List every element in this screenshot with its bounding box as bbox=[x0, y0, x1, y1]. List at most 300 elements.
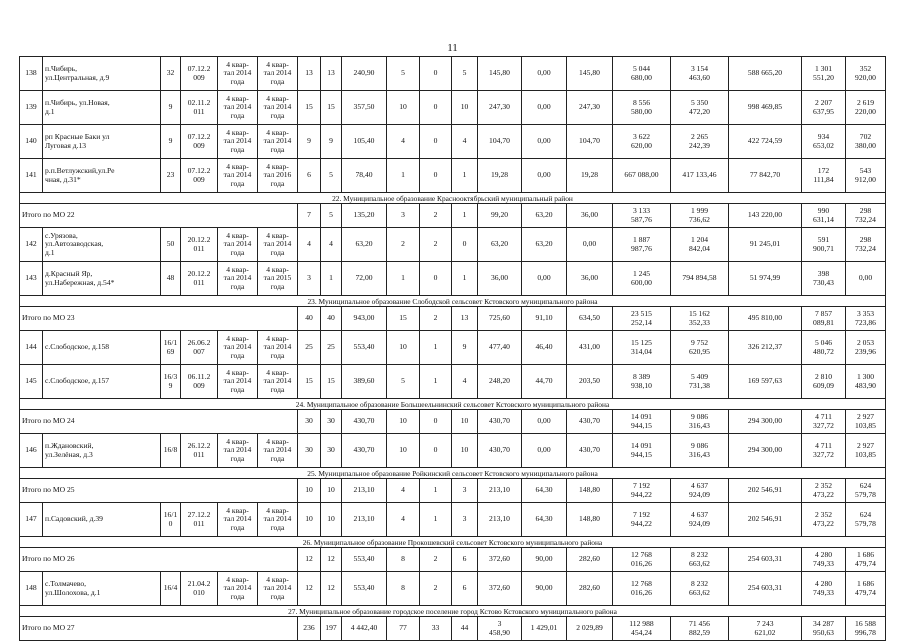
subtotal-row bbox=[20, 548, 886, 572]
table-cell: 10 bbox=[321, 503, 342, 537]
subtotal-row bbox=[20, 307, 886, 331]
table-cell: 0 bbox=[420, 262, 452, 296]
table-cell: 5 bbox=[387, 365, 420, 399]
table-cell: 5 350 472,20 bbox=[671, 91, 729, 125]
subtotal-cell: 294 300,00 bbox=[729, 410, 802, 434]
table-cell: 9 086 316,43 bbox=[671, 434, 729, 468]
table-cell: 4 квар- тал 2016 года bbox=[258, 159, 298, 193]
table-cell: 553,40 bbox=[342, 331, 387, 365]
subtotal-row bbox=[20, 479, 886, 503]
table-cell: 4 квар- тал 2014 года bbox=[258, 228, 298, 262]
subtotal-cell: 624 579,78 bbox=[846, 479, 886, 503]
table-cell: 91 245,01 bbox=[729, 228, 802, 262]
subtotal-cell: 14 091 944,15 bbox=[613, 410, 671, 434]
subtotal-cell: 135,20 bbox=[342, 204, 387, 228]
table-row bbox=[20, 228, 886, 262]
section-heading: 23. Муниципальное образование Слободской сельсовет Кстовского муниципального района bbox=[20, 296, 886, 307]
subtotal-cell: 1 999 736,62 bbox=[671, 204, 729, 228]
table-cell: 16/8 bbox=[161, 434, 181, 468]
table-cell: 51 974,99 bbox=[729, 262, 802, 296]
table-row bbox=[20, 262, 886, 296]
table-cell: 2 352 473,22 bbox=[802, 503, 846, 537]
section-heading: 27. Муниципальное образование городское поселение город Кстово Кстовского муниципального района bbox=[20, 606, 886, 617]
table-cell: 667 088,00 bbox=[613, 159, 671, 193]
subtotal-cell: 77 bbox=[387, 617, 420, 641]
subtotal-label: Итого по МО 23 bbox=[20, 307, 298, 331]
table-cell: 4 квар- тал 2014 года bbox=[218, 365, 258, 399]
subtotal-cell: 23 515 252,14 bbox=[613, 307, 671, 331]
table-cell: 169 597,63 bbox=[729, 365, 802, 399]
table-cell: 9 bbox=[161, 125, 181, 159]
table-cell: 20.12.2 011 bbox=[181, 262, 218, 296]
table-cell: 203,50 bbox=[567, 365, 613, 399]
table-cell: 702 380,00 bbox=[846, 125, 886, 159]
subtotal-cell: 6 bbox=[452, 548, 478, 572]
table-cell: 352 920,00 bbox=[846, 57, 886, 91]
section-heading-row bbox=[20, 193, 886, 204]
table-cell: 0,00 bbox=[522, 91, 567, 125]
table-cell: 4 280 749,33 bbox=[802, 572, 846, 606]
subtotal-cell: 36,00 bbox=[567, 204, 613, 228]
subtotal-cell: 40 bbox=[321, 307, 342, 331]
table-cell: 1 bbox=[452, 262, 478, 296]
table-cell: 4 bbox=[452, 125, 478, 159]
table-cell: 19,28 bbox=[478, 159, 522, 193]
subtotal-cell: 2 352 473,22 bbox=[802, 479, 846, 503]
table-cell: 357,50 bbox=[342, 91, 387, 125]
table-cell: 46,40 bbox=[522, 331, 567, 365]
table-cell: 07.12.2 009 bbox=[181, 159, 218, 193]
table-cell: 202 546,91 bbox=[729, 503, 802, 537]
subtotal-label: Итого по МО 26 bbox=[20, 548, 298, 572]
table-cell: 10 bbox=[387, 331, 420, 365]
table-cell: 15 bbox=[321, 91, 342, 125]
table-cell: 4 637 924,09 bbox=[671, 503, 729, 537]
address-cell: п.Ждановский, ул.Зелёная, д.3 bbox=[43, 434, 161, 468]
subtotal-cell: 90,00 bbox=[522, 548, 567, 572]
table-cell: 26.12.2 011 bbox=[181, 434, 218, 468]
table-cell: 3 bbox=[298, 262, 321, 296]
table-cell: 1 bbox=[387, 262, 420, 296]
row-number-cell: 139 bbox=[20, 91, 43, 125]
subtotal-cell: 15 bbox=[387, 307, 420, 331]
table-row bbox=[20, 331, 886, 365]
table-cell: 4 bbox=[452, 365, 478, 399]
table-cell: 02.11.2 011 bbox=[181, 91, 218, 125]
table-cell: 26.06.2 007 bbox=[181, 331, 218, 365]
table-cell: 2 265 242,39 bbox=[671, 125, 729, 159]
subtotal-cell: 7 192 944,22 bbox=[613, 479, 671, 503]
table-cell: 0,00 bbox=[846, 262, 886, 296]
table-cell: 15 125 314,04 bbox=[613, 331, 671, 365]
table-cell: 19,28 bbox=[567, 159, 613, 193]
subtotal-cell: 10 bbox=[321, 479, 342, 503]
table-cell: 172 111,84 bbox=[802, 159, 846, 193]
table-cell: 543 912,00 bbox=[846, 159, 886, 193]
subtotal-cell: 148,80 bbox=[567, 479, 613, 503]
subtotal-cell: 33 bbox=[420, 617, 452, 641]
table-cell: 4 bbox=[321, 228, 342, 262]
table-cell: 4 квар- тал 2014 года bbox=[258, 91, 298, 125]
subtotal-cell: 990 631,14 bbox=[802, 204, 846, 228]
table-cell: 4 квар- тал 2014 года bbox=[218, 503, 258, 537]
housing-program-table bbox=[19, 56, 886, 641]
table-row bbox=[20, 434, 886, 468]
subtotal-row bbox=[20, 617, 886, 641]
address-cell: с.Слободское, д.157 bbox=[43, 365, 161, 399]
table-cell: 430,70 bbox=[567, 434, 613, 468]
table-cell: 430,70 bbox=[478, 434, 522, 468]
subtotal-cell: 282,60 bbox=[567, 548, 613, 572]
subtotal-cell: 3 353 723,86 bbox=[846, 307, 886, 331]
subtotal-cell: 2 bbox=[420, 548, 452, 572]
table-cell: 3 bbox=[452, 503, 478, 537]
section-heading: 22. Муниципальное образование Краснооктябрьский муниципальный район bbox=[20, 193, 886, 204]
table-cell: 553,40 bbox=[342, 572, 387, 606]
table-cell: 13 bbox=[321, 57, 342, 91]
subtotal-cell: 2 029,89 bbox=[567, 617, 613, 641]
subtotal-cell: 30 bbox=[321, 410, 342, 434]
table-cell: 389,60 bbox=[342, 365, 387, 399]
table-cell: 4 квар- тал 2014 года bbox=[218, 57, 258, 91]
subtotal-cell: 430,70 bbox=[478, 410, 522, 434]
table-cell: 1 bbox=[420, 365, 452, 399]
table-cell: 1 bbox=[420, 331, 452, 365]
subtotal-label: Итого по МО 27 bbox=[20, 617, 298, 641]
table-cell: 5 044 680,00 bbox=[613, 57, 671, 91]
row-number-cell: 144 bbox=[20, 331, 43, 365]
table-cell: 4 квар- тал 2014 года bbox=[218, 331, 258, 365]
table-cell: 3 154 463,60 bbox=[671, 57, 729, 91]
table-cell: 0 bbox=[420, 125, 452, 159]
section-heading-row bbox=[20, 537, 886, 548]
table-cell: 430,70 bbox=[342, 434, 387, 468]
table-cell: 50 bbox=[161, 228, 181, 262]
table-cell: 6 bbox=[452, 572, 478, 606]
table-cell: 20.12.2 011 bbox=[181, 228, 218, 262]
row-number-cell: 142 bbox=[20, 228, 43, 262]
table-cell: 431,00 bbox=[567, 331, 613, 365]
table-cell: 417 133,46 bbox=[671, 159, 729, 193]
table-cell: 10 bbox=[452, 91, 478, 125]
subtotal-cell: 112 988 454,24 bbox=[613, 617, 671, 641]
table-cell: 4 квар- тал 2014 года bbox=[258, 572, 298, 606]
table-cell: 4 bbox=[387, 503, 420, 537]
table-cell: 12 768 016,26 bbox=[613, 572, 671, 606]
subtotal-cell: 634,50 bbox=[567, 307, 613, 331]
subtotal-cell: 12 768 016,26 bbox=[613, 548, 671, 572]
table-cell: 4 квар- тал 2014 года bbox=[258, 365, 298, 399]
subtotal-cell: 1 bbox=[420, 479, 452, 503]
table-cell: 1 245 600,00 bbox=[613, 262, 671, 296]
table-cell: 934 653,02 bbox=[802, 125, 846, 159]
subtotal-cell: 9 086 316,43 bbox=[671, 410, 729, 434]
subtotal-cell: 2 bbox=[420, 204, 452, 228]
subtotal-cell: 12 bbox=[298, 548, 321, 572]
table-cell: 294 300,00 bbox=[729, 434, 802, 468]
table-cell: 326 212,37 bbox=[729, 331, 802, 365]
row-number-cell: 148 bbox=[20, 572, 43, 606]
table-cell: 213,10 bbox=[478, 503, 522, 537]
table-cell: 1 686 479,74 bbox=[846, 572, 886, 606]
table-cell: 4 bbox=[298, 228, 321, 262]
table-cell: 105,40 bbox=[342, 125, 387, 159]
table-cell: 44,70 bbox=[522, 365, 567, 399]
subtotal-cell: 3 458,90 bbox=[478, 617, 522, 641]
subtotal-cell: 197 bbox=[321, 617, 342, 641]
subtotal-cell: 943,00 bbox=[342, 307, 387, 331]
table-cell: 247,30 bbox=[478, 91, 522, 125]
table-cell: 16/4 bbox=[161, 572, 181, 606]
section-heading-row bbox=[20, 296, 886, 307]
subtotal-cell: 495 810,00 bbox=[729, 307, 802, 331]
subtotal-cell: 213,10 bbox=[478, 479, 522, 503]
table-cell: 247,30 bbox=[567, 91, 613, 125]
table-cell: 7 192 944,22 bbox=[613, 503, 671, 537]
section-heading: 24. Муниципальное образование Большеельнинский сельсовет Кстовского муниципального района bbox=[20, 399, 886, 410]
table-cell: 10 bbox=[452, 434, 478, 468]
subtotal-cell: 2 bbox=[420, 307, 452, 331]
table-cell: 90,00 bbox=[522, 572, 567, 606]
address-cell: д.Красный Яр, ул.Набережная, д.54* bbox=[43, 262, 161, 296]
table-cell: 16/1 69 bbox=[161, 331, 181, 365]
table-cell: 254 603,31 bbox=[729, 572, 802, 606]
subtotal-row bbox=[20, 410, 886, 434]
table-cell: 591 900,71 bbox=[802, 228, 846, 262]
table-cell: 794 894,58 bbox=[671, 262, 729, 296]
table-cell: 298 732,24 bbox=[846, 228, 886, 262]
table-cell: 998 469,85 bbox=[729, 91, 802, 125]
subtotal-cell: 13 bbox=[452, 307, 478, 331]
subtotal-cell: 10 bbox=[452, 410, 478, 434]
subtotal-cell: 430,70 bbox=[567, 410, 613, 434]
table-cell: 4 bbox=[387, 125, 420, 159]
table-cell: 104,70 bbox=[478, 125, 522, 159]
table-cell: 63,20 bbox=[522, 228, 567, 262]
table-cell: 4 квар- тал 2014 года bbox=[218, 262, 258, 296]
table-cell: 1 300 483,90 bbox=[846, 365, 886, 399]
address-cell: с.Урязова, ул.Автозаводская, д.1 bbox=[43, 228, 161, 262]
subtotal-cell: 10 bbox=[387, 410, 420, 434]
table-cell: 72,00 bbox=[342, 262, 387, 296]
table-cell: 10 bbox=[387, 91, 420, 125]
table-cell: 240,90 bbox=[342, 57, 387, 91]
table-cell: 282,60 bbox=[567, 572, 613, 606]
table-cell: 2 bbox=[387, 228, 420, 262]
table-cell: 4 квар- тал 2014 года bbox=[218, 572, 258, 606]
subtotal-cell: 2 927 103,85 bbox=[846, 410, 886, 434]
table-cell: 8 bbox=[387, 572, 420, 606]
table-cell: 32 bbox=[161, 57, 181, 91]
table-cell: 4 квар- тал 2014 года bbox=[258, 434, 298, 468]
table-cell: 8 389 938,10 bbox=[613, 365, 671, 399]
table-cell: 0 bbox=[420, 57, 452, 91]
subtotal-cell: 8 bbox=[387, 548, 420, 572]
table-cell: 25 bbox=[321, 331, 342, 365]
table-cell: 145,80 bbox=[567, 57, 613, 91]
table-cell: 1 204 842,04 bbox=[671, 228, 729, 262]
table-cell: 25 bbox=[298, 331, 321, 365]
table-cell: 16/3 9 bbox=[161, 365, 181, 399]
subtotal-cell: 4 711 327,72 bbox=[802, 410, 846, 434]
section-heading: 25. Муниципальное образование Ройкинский сельсовет Кстовского муниципального района bbox=[20, 468, 886, 479]
table-cell: 64,30 bbox=[522, 503, 567, 537]
table-cell: 21.04.2 010 bbox=[181, 572, 218, 606]
table-cell: 15 bbox=[298, 365, 321, 399]
row-number-cell: 147 bbox=[20, 503, 43, 537]
subtotal-cell: 4 280 749,33 bbox=[802, 548, 846, 572]
subtotal-cell: 34 287 950,63 bbox=[802, 617, 846, 641]
table-row bbox=[20, 503, 886, 537]
table-cell: 0,00 bbox=[522, 159, 567, 193]
table-cell: 4 711 327,72 bbox=[802, 434, 846, 468]
row-number-cell: 138 bbox=[20, 57, 43, 91]
table-cell: 0 bbox=[420, 434, 452, 468]
address-cell: п.Садовский, д.39 bbox=[43, 503, 161, 537]
row-number-cell: 140 bbox=[20, 125, 43, 159]
row-number-cell: 146 bbox=[20, 434, 43, 468]
table-cell: 1 301 551,20 bbox=[802, 57, 846, 91]
table-cell: 8 232 663,62 bbox=[671, 572, 729, 606]
table-cell: 104,70 bbox=[567, 125, 613, 159]
address-cell: рп Красные Баки ул Луговая д.13 bbox=[43, 125, 161, 159]
table-cell: 4 квар- тал 2014 года bbox=[218, 91, 258, 125]
subtotal-cell: 4 637 924,09 bbox=[671, 479, 729, 503]
table-row bbox=[20, 91, 886, 125]
address-cell: п.Чибирь, ул.Новая, д.1 bbox=[43, 91, 161, 125]
subtotal-cell: 4 442,40 bbox=[342, 617, 387, 641]
table-cell: 145,80 bbox=[478, 57, 522, 91]
subtotal-label: Итого по МО 24 bbox=[20, 410, 298, 434]
table-cell: 27.12.2 011 bbox=[181, 503, 218, 537]
subtotal-cell: 143 220,00 bbox=[729, 204, 802, 228]
subtotal-cell: 0 bbox=[420, 410, 452, 434]
table-cell: 422 724,59 bbox=[729, 125, 802, 159]
table-cell: 477,40 bbox=[478, 331, 522, 365]
subtotal-cell: 3 bbox=[452, 479, 478, 503]
row-number-cell: 141 bbox=[20, 159, 43, 193]
subtotal-cell: 12 bbox=[321, 548, 342, 572]
table-cell: 588 665,20 bbox=[729, 57, 802, 91]
table-row bbox=[20, 572, 886, 606]
subtotal-cell: 725,60 bbox=[478, 307, 522, 331]
table-cell: 8 556 580,00 bbox=[613, 91, 671, 125]
table-cell: 1 887 987,76 bbox=[613, 228, 671, 262]
subtotal-cell: 1 429,01 bbox=[522, 617, 567, 641]
subtotal-cell: 4 bbox=[387, 479, 420, 503]
section-heading-row bbox=[20, 606, 886, 617]
table-cell: 4 квар- тал 2014 года bbox=[258, 125, 298, 159]
table-cell: 624 579,78 bbox=[846, 503, 886, 537]
table-cell: 4 квар- тал 2014 года bbox=[218, 159, 258, 193]
table-cell: 0 bbox=[452, 228, 478, 262]
table-row bbox=[20, 57, 886, 91]
subtotal-cell: 430,70 bbox=[342, 410, 387, 434]
table-cell: 0,00 bbox=[522, 125, 567, 159]
address-cell: п.Чибирь, ул.Центральная, д.9 bbox=[43, 57, 161, 91]
subtotal-cell: 3 bbox=[387, 204, 420, 228]
table-cell: 10 bbox=[298, 503, 321, 537]
table-cell: 30 bbox=[298, 434, 321, 468]
table-cell: 2 053 239,96 bbox=[846, 331, 886, 365]
page-number: 11 bbox=[447, 42, 458, 54]
table-cell: 9 bbox=[321, 125, 342, 159]
table-cell: 9 bbox=[452, 331, 478, 365]
table-cell: 23 bbox=[161, 159, 181, 193]
table-cell: 0,00 bbox=[522, 434, 567, 468]
table-cell: 148,80 bbox=[567, 503, 613, 537]
subtotal-cell: 7 857 089,81 bbox=[802, 307, 846, 331]
subtotal-cell: 372,60 bbox=[478, 548, 522, 572]
table-cell: 5 046 480,72 bbox=[802, 331, 846, 365]
subtotal-cell: 91,10 bbox=[522, 307, 567, 331]
table-cell: 1 bbox=[452, 159, 478, 193]
table-cell: 14 091 944,15 bbox=[613, 434, 671, 468]
subtotal-cell: 213,10 bbox=[342, 479, 387, 503]
subtotal-cell: 15 162 352,33 bbox=[671, 307, 729, 331]
subtotal-cell: 63,20 bbox=[522, 204, 567, 228]
table-cell: 30 bbox=[321, 434, 342, 468]
table-cell: 10 bbox=[387, 434, 420, 468]
table-cell: 2 207 637,95 bbox=[802, 91, 846, 125]
table-cell: 4 квар- тал 2015 года bbox=[258, 262, 298, 296]
section-heading-row bbox=[20, 468, 886, 479]
subtotal-cell: 1 bbox=[452, 204, 478, 228]
table-cell: 15 bbox=[298, 91, 321, 125]
table-cell: 4 квар- тал 2014 года bbox=[258, 57, 298, 91]
address-cell: с.Слободское, д.158 bbox=[43, 331, 161, 365]
table-cell: 15 bbox=[321, 365, 342, 399]
subtotal-cell: 5 bbox=[321, 204, 342, 228]
table-cell: 2 810 609,09 bbox=[802, 365, 846, 399]
subtotal-label: Итого по МО 25 bbox=[20, 479, 298, 503]
table-row bbox=[20, 365, 886, 399]
table-cell: 2 bbox=[420, 228, 452, 262]
subtotal-cell: 236 bbox=[298, 617, 321, 641]
row-number-cell: 145 bbox=[20, 365, 43, 399]
table-cell: 4 квар- тал 2014 года bbox=[218, 125, 258, 159]
table-cell: 36,00 bbox=[478, 262, 522, 296]
table-cell: 2 619 220,00 bbox=[846, 91, 886, 125]
table-cell: 2 927 103,85 bbox=[846, 434, 886, 468]
subtotal-cell: 3 133 587,76 bbox=[613, 204, 671, 228]
table-cell: 0,00 bbox=[522, 262, 567, 296]
table-cell: 12 bbox=[298, 572, 321, 606]
subtotal-cell: 553,40 bbox=[342, 548, 387, 572]
table-cell: 4 квар- тал 2014 года bbox=[218, 434, 258, 468]
table-cell: 1 bbox=[387, 159, 420, 193]
table-cell: 1 bbox=[321, 262, 342, 296]
table-cell: 372,60 bbox=[478, 572, 522, 606]
table-cell: 248,20 bbox=[478, 365, 522, 399]
table-cell: 9 752 620,95 bbox=[671, 331, 729, 365]
subtotal-cell: 44 bbox=[452, 617, 478, 641]
table-cell: 5 bbox=[452, 57, 478, 91]
subtotal-label: Итого по МО 22 bbox=[20, 204, 298, 228]
table-cell: 213,10 bbox=[342, 503, 387, 537]
table-cell: 63,20 bbox=[478, 228, 522, 262]
subtotal-row bbox=[20, 204, 886, 228]
table-cell: 4 квар- тал 2014 года bbox=[218, 228, 258, 262]
table-cell: 1 bbox=[420, 503, 452, 537]
table-cell: 16/1 0 bbox=[161, 503, 181, 537]
section-heading-row bbox=[20, 399, 886, 410]
table-cell: 77 842,70 bbox=[729, 159, 802, 193]
table-cell: 06.11.2 009 bbox=[181, 365, 218, 399]
subtotal-cell: 8 232 663,62 bbox=[671, 548, 729, 572]
subtotal-cell: 71 456 882,59 bbox=[671, 617, 729, 641]
subtotal-cell: 7 243 621,02 bbox=[729, 617, 802, 641]
